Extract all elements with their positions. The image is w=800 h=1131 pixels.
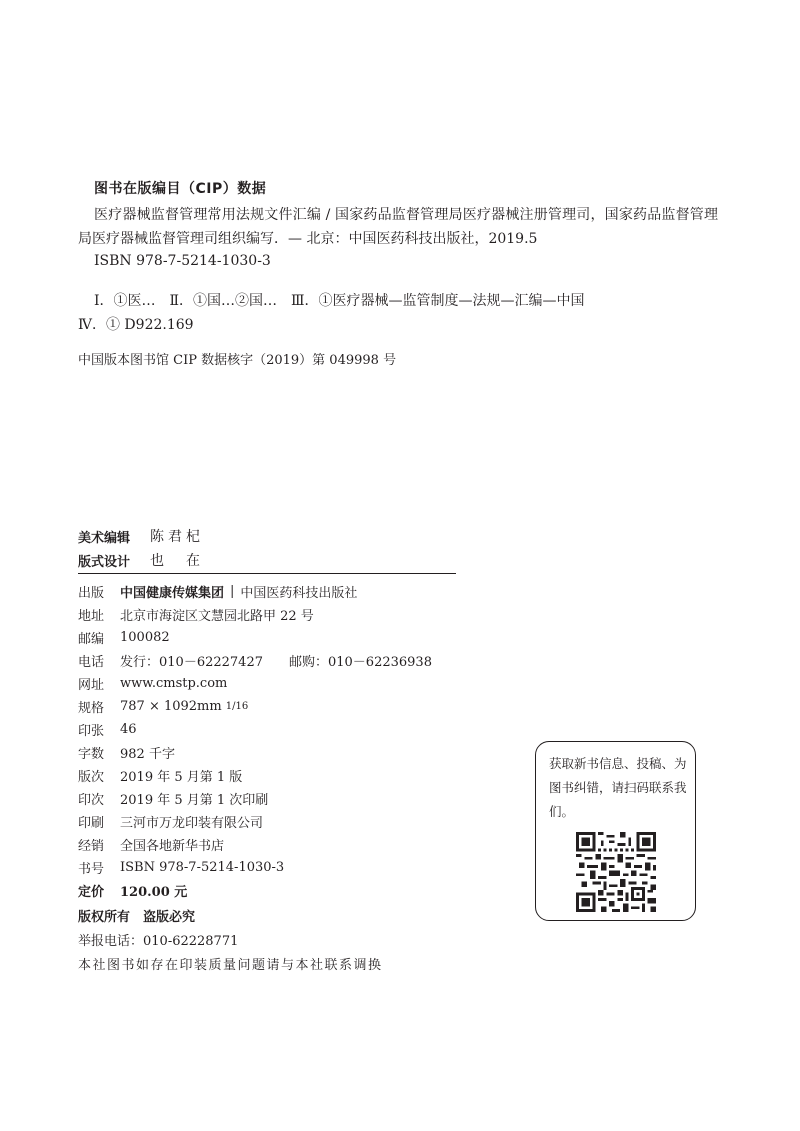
postcode-value: 100082 bbox=[120, 630, 170, 645]
website-row bbox=[78, 672, 432, 695]
report-phone: 举报电话：010-62228771 bbox=[78, 934, 239, 949]
credit-value: 陈君杞 bbox=[150, 529, 204, 545]
cip-body-text: 医疗器械监督管理常用法规文件汇编 / 国家药品监督管理局医疗器械注册管理司，国家药品监督管理局医疗器械监督管理司组织编写．— 北京：中国医药科技出版社，2019.5 bbox=[78, 207, 718, 247]
publisher-group: 中国健康传媒集团 bbox=[120, 586, 225, 601]
credit-value: 也 在 bbox=[150, 553, 204, 569]
impression-row bbox=[78, 787, 432, 810]
impression-label: 印次 bbox=[78, 793, 105, 808]
publisher-label: 出版 bbox=[78, 586, 105, 601]
format-fraction: 1/16 bbox=[225, 701, 249, 712]
sheets-row bbox=[78, 718, 432, 741]
cip-description bbox=[78, 203, 718, 251]
format-row bbox=[78, 695, 432, 718]
phone-label: 电话 bbox=[78, 655, 105, 670]
editor-credits bbox=[78, 524, 204, 572]
rights-notice: 版权所有 盗版必究 bbox=[78, 910, 196, 925]
quality-notice: 本社图书如存在印装质量问题请与本社联系调换 bbox=[78, 958, 383, 973]
cip-classification-2: Ⅳ．① D922.169 bbox=[78, 317, 194, 333]
distributor-row bbox=[78, 833, 432, 856]
printer-value: 三河市万龙印装有限公司 bbox=[120, 816, 264, 831]
qr-contact-box bbox=[535, 741, 696, 921]
edition-label: 版次 bbox=[78, 770, 105, 785]
distributor-label: 经销 bbox=[78, 839, 105, 854]
impression-value: 2019 年 5 月第 1 次印刷 bbox=[120, 793, 269, 808]
credit-row bbox=[78, 548, 204, 572]
cip-approval-number: 中国版本图书馆 CIP 数据核字（2019）第 049998 号 bbox=[78, 353, 397, 368]
booknum-row bbox=[78, 856, 432, 879]
cip-classification-1: Ⅰ．①医… Ⅱ．①国…②国… Ⅲ．①医疗器械—监管制度—法规—汇编—中国 bbox=[94, 293, 585, 309]
printer-row bbox=[78, 810, 432, 833]
cip-isbn: ISBN 978-7-5214-1030-3 bbox=[94, 253, 271, 269]
format-value: 787 × 1092mm bbox=[120, 699, 222, 714]
publisher-row bbox=[78, 580, 432, 603]
words-value: 982 千字 bbox=[120, 747, 175, 762]
phone-value: 发行：010－62227427 邮购：010－62236938 bbox=[120, 655, 432, 670]
printer-label: 印刷 bbox=[78, 816, 105, 831]
credit-label: 版式设计 bbox=[78, 554, 131, 570]
words-row bbox=[78, 741, 432, 764]
publisher-name: 中国医药科技出版社 bbox=[240, 586, 358, 601]
price-row bbox=[78, 879, 432, 902]
address-row bbox=[78, 603, 432, 626]
divider-line bbox=[78, 573, 456, 574]
postcode-row bbox=[78, 626, 432, 649]
price-label: 定价 bbox=[78, 885, 105, 900]
website-value[interactable]: www.cmstp.com bbox=[120, 676, 228, 691]
website-label: 网址 bbox=[78, 678, 105, 693]
postcode-label: 邮编 bbox=[78, 632, 105, 647]
publication-details bbox=[78, 580, 432, 902]
edition-row bbox=[78, 764, 432, 787]
distributor-value: 全国各地新华书店 bbox=[120, 839, 225, 854]
booknum-label: 书号 bbox=[78, 862, 105, 877]
booknum-value: ISBN 978-7-5214-1030-3 bbox=[120, 860, 285, 875]
publisher-separator: | bbox=[230, 584, 235, 599]
credit-label: 美术编辑 bbox=[78, 530, 131, 546]
credit-row bbox=[78, 524, 204, 548]
sheets-value: 46 bbox=[120, 722, 137, 737]
qr-code-icon[interactable] bbox=[576, 832, 656, 912]
phone-row bbox=[78, 649, 432, 672]
price-value: 120.00 元 bbox=[120, 885, 188, 900]
qr-contact-text: 获取新书信息、投稿、为图书纠错，请扫码联系我们。 bbox=[549, 756, 687, 819]
words-label: 字数 bbox=[78, 747, 105, 762]
edition-value: 2019 年 5 月第 1 版 bbox=[120, 770, 243, 785]
address-label: 地址 bbox=[78, 609, 105, 624]
format-label: 规格 bbox=[78, 701, 105, 716]
sheets-label: 印张 bbox=[78, 724, 105, 739]
cip-heading: 图书在版编目（CIP）数据 bbox=[94, 181, 267, 197]
address-value: 北京市海淀区文慧园北路甲 22 号 bbox=[120, 609, 314, 624]
